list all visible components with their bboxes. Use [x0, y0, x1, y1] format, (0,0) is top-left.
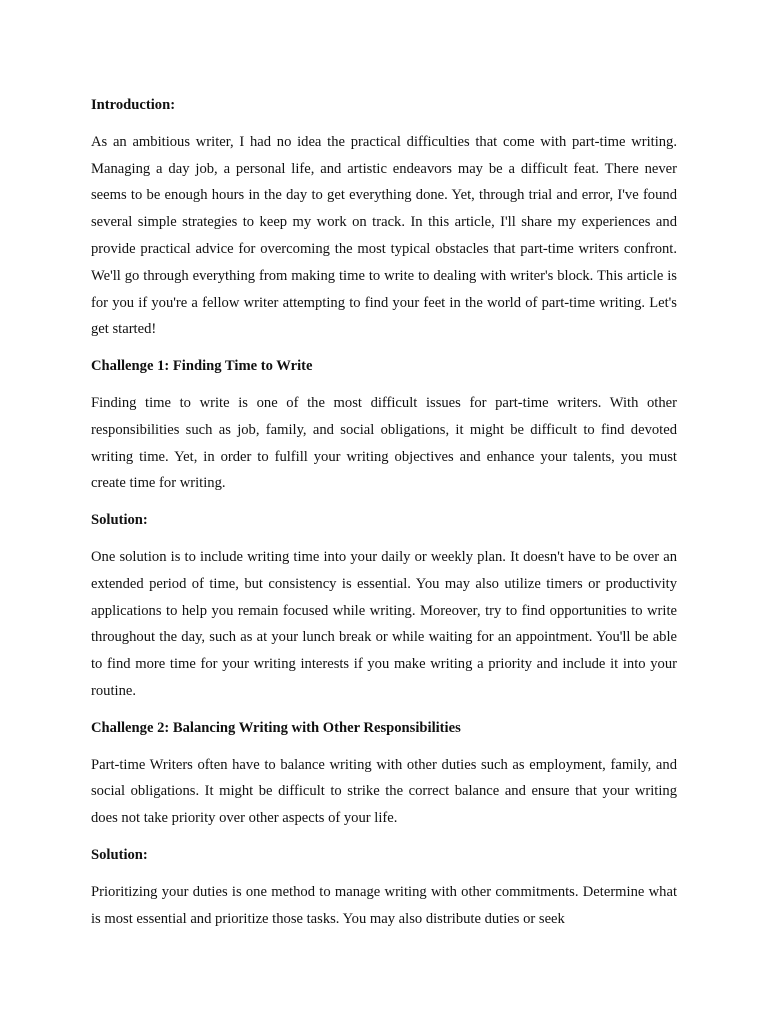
section-heading-challenge-1: Challenge 1: Finding Time to Write — [91, 358, 313, 375]
section-heading-solution-1: Solution: — [91, 512, 148, 529]
section-heading-introduction: Introduction: — [91, 97, 176, 113]
document-body — [91, 92, 677, 942]
section-paragraph-challenge-1: Finding time to write is one of the most difficult issues for part-time writers. With other responsibilities such as job, family, and social obligations, it might be difficult to find devoted writing time. Yet, in order to fulfill your writing objectives and enhance your talents, you must create time for writing. — [91, 394, 677, 492]
section-paragraph-challenge-2: Part-time Writers often have to balance writing with other duties such as employment, family, and social obligations. It might be difficult to strike the correct balance and ensure that your writing does not take priority over other aspects of your life. — [91, 756, 677, 827]
section-paragraph-solution-1: One solution is to include writing time into your daily or weekly plan. It doesn't have to be over an extended period of time, but consistency is essential. You may also utilize timers or productivity applications to help you remain focused while writing. Moreover, try to find opportunities to write throughout the day, such as at your lunch break or while waiting for an appointment. You'll be able to find more time for your writing interests if you make writing a priority and include it into your routine. — [91, 548, 677, 699]
section-heading-solution-2: Solution: — [91, 846, 148, 863]
section-paragraph-solution-2: Prioritizing your duties is one method to manage writing with other commitments. Determine what is most essential and prioritize those tasks. You may also distribute duties or seek — [91, 883, 677, 927]
section-paragraph-introduction: As an ambitious writer, I had no idea the practical difficulties that come with part-time writing. Managing a day job, a personal life, and artistic endeavors may be a difficult feat. There never seems to be enough hours in the day to get everything done. Yet, through trial and error, I've found several simple strategies to keep my work on track. In this article, I'll share my experiences and provide practical advice for overcoming the most typical obstacles that part-time writers confront. We'll go through everything from making time to write to dealing with writer's block. This article is for you if you're a fellow writer attempting to find your feet in the world of part-time writing. Let's get started! — [91, 133, 677, 338]
section-heading-challenge-2: Challenge 2: Balancing Writing with Other Responsibilities — [91, 719, 461, 736]
